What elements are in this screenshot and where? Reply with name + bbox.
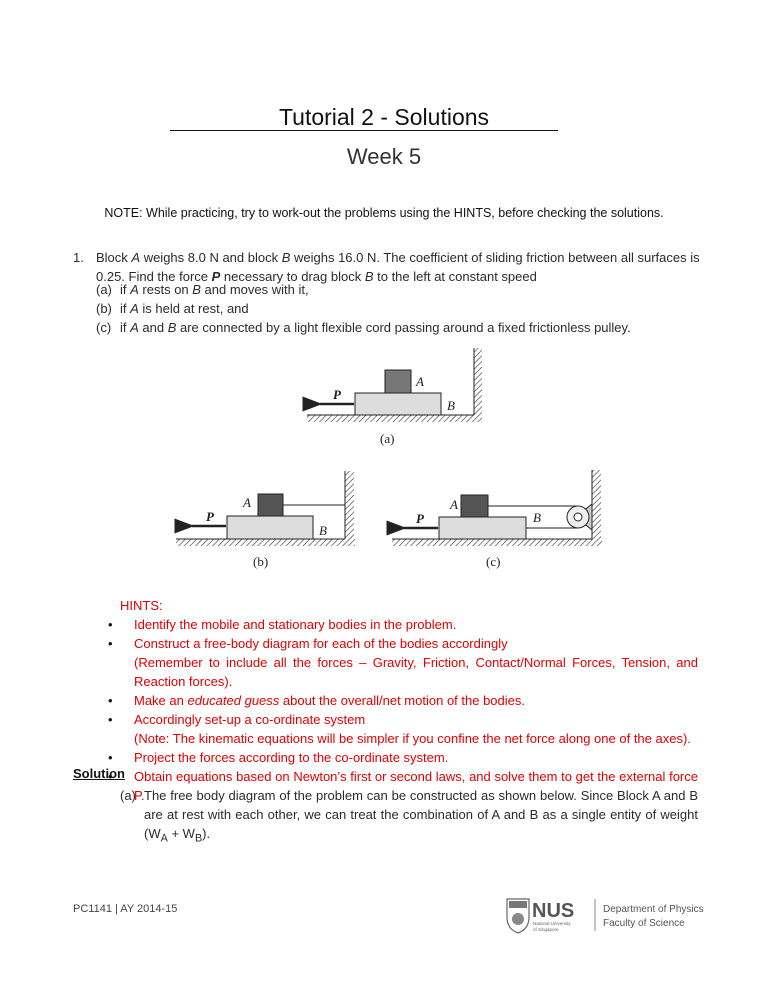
svg-text:(b): (b) — [253, 554, 269, 569]
hints-label: HINTS: — [120, 598, 163, 613]
svg-text:B: B — [533, 510, 541, 525]
nus-logo — [505, 895, 720, 935]
svg-text:of Singapore: of Singapore — [533, 927, 559, 932]
svg-text:(c): (c) — [486, 554, 501, 569]
question-part-c: (c) if A and B are connected by a light flexible cord passing around a fixed frictionless pulley. — [96, 320, 631, 335]
svg-text:B: B — [447, 398, 455, 413]
figure-b — [176, 471, 355, 569]
title-underline — [170, 130, 558, 131]
hint-item: • Accordingly set-up a co-ordinate system (Note: The kinematic equations will be simpler if you confine the net force along one of the axes). — [108, 710, 698, 748]
question-number: 1. — [73, 250, 84, 265]
svg-text:A: A — [243, 495, 251, 510]
problem-figure — [170, 345, 610, 575]
svg-text:P: P — [416, 511, 424, 526]
hint-item: • Obtain equations based on Newton’s first or second laws, and solve them to get the external force P. — [108, 767, 698, 805]
hint-item: • Construct a free-body diagram for each of the bodies accordingly (Remember to include all the forces – Gravity, Friction, Contact/Normal Forces, Tension, and Reaction forces). — [108, 634, 698, 691]
question-part-b: (b) if A is held at rest, and — [96, 301, 249, 316]
solution-heading: Solution — [73, 766, 125, 781]
hint-item: • Identify the mobile and stationary bodies in the problem. — [108, 615, 698, 634]
question-part-a: (a) if A rests on B and moves with it, — [96, 282, 309, 297]
hints-list — [108, 615, 698, 805]
svg-text:P: P — [206, 509, 214, 524]
svg-text:Department of Physics: Department of Physics — [603, 904, 704, 915]
svg-text:National University: National University — [533, 921, 571, 926]
svg-text:Faculty of Science: Faculty of Science — [603, 918, 685, 929]
hint-item: • Project the forces according to the co-ordinate system. — [108, 748, 698, 767]
svg-text:NUS: NUS — [532, 900, 575, 922]
svg-text:P: P — [333, 387, 341, 402]
question-text: Block A weighs 8.0 N and block B weighs 16.0 N. The coefficient of sliding friction between all surfaces is 0.25. Find the force P necessary to drag block B to the left at constant speed — [96, 250, 700, 284]
page-subtitle: Week 5 — [346, 144, 422, 169]
page-title: Tutorial 2 - Solutions — [278, 104, 490, 130]
footer-course: PC1141 | AY 2014-15 — [73, 903, 178, 915]
note: NOTE: While practicing, try to work-out the problems using the HINTS, before checking the solutions. — [104, 206, 664, 220]
svg-text:A: A — [450, 497, 458, 512]
svg-text:B: B — [319, 523, 327, 538]
hint-item: • Make an educated guess about the overall/net motion of the bodies. — [108, 691, 698, 710]
solution-part-a: (a) The free body diagram of the problem can be constructed as shown below. Since Block A and B are at rest with each other, we can treat the combination of A and B as a single entity of weight $(W_A + W_B)$. — [120, 788, 698, 845]
svg-text:(a): (a) — [380, 431, 395, 446]
svg-text:A: A — [416, 374, 424, 389]
figure-c — [392, 470, 602, 569]
figure-a — [307, 348, 482, 446]
